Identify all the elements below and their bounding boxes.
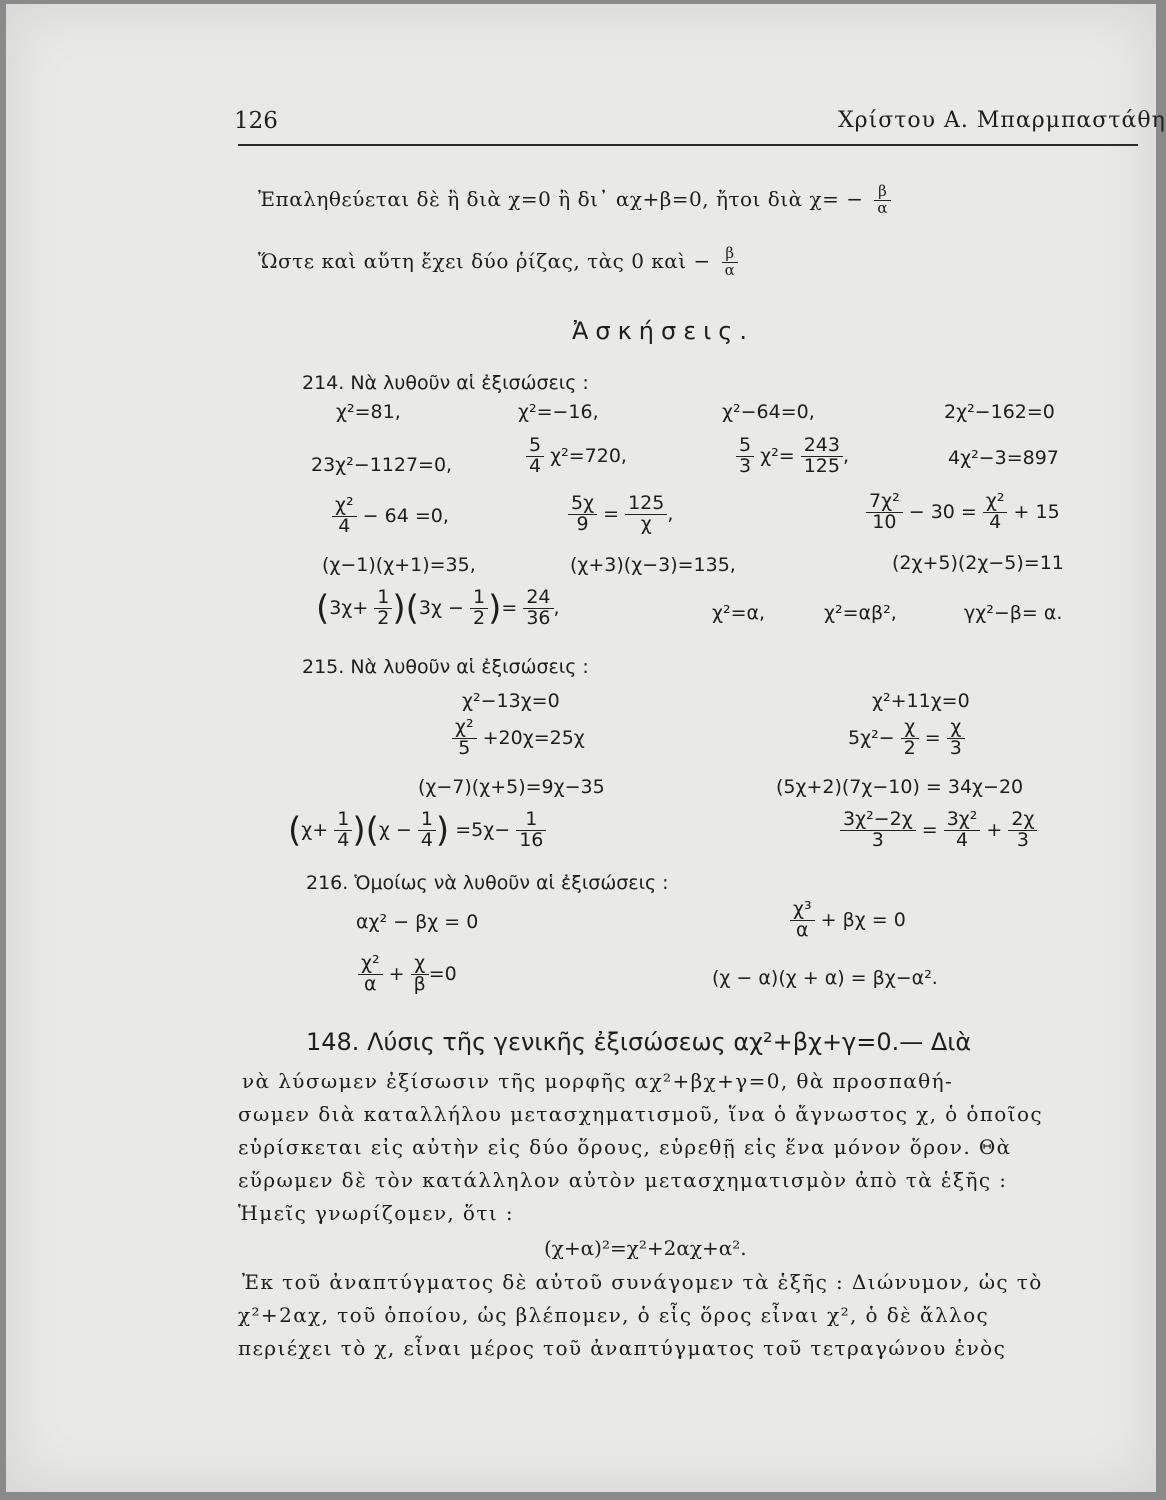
eq-214-r4-b: (χ+3)(χ−3)=135,: [570, 554, 736, 576]
exercise-214-heading: 214. Νὰ λυθοῦν αἱ ἐξισώσεις :: [302, 372, 589, 394]
body-line-8: περιέχει τὸ χ, εἶναι μέρος τοῦ ἀναπτύγματος τοῦ τετραγώνου ἑνὸς: [238, 1336, 1007, 1360]
eq-215-l2: $\frac{\text{χ²}}{5}$ +20χ=25χ: [452, 718, 585, 759]
body-line-1: νὰ λύσωμεν ἐξίσωσιν τῆς μορφῆς αχ²+βχ+γ=0, θὰ προσπαθή-: [242, 1069, 954, 1093]
eq-214-r1-d: 2χ²−162=0: [944, 401, 1055, 423]
eq-214-r4-c: (2χ+5)(2χ−5)=11: [892, 552, 1064, 574]
eq-215-r1: χ²+11χ=0: [872, 690, 970, 712]
eq-214-r4-a: (χ−1)(χ+1)=35,: [322, 554, 476, 576]
body-line-3: εὑρίσκεται εἰς αὐτὴν εἰς δύο ὅρους, εὑρεθῇ εἰς ἕνα μόνον ὅρον. Θὰ: [238, 1135, 1012, 1159]
intro-line-1-text: Ἐπαληθεύεται δὲ ἢ διὰ χ=0 ἢ δι᾽ αχ+β=0, ἤτοι διὰ χ= −: [258, 186, 864, 211]
eq-214-r3-a: $\frac{\text{χ²}}{4}$ − 64 =0,: [332, 496, 449, 537]
eq-214-r2-b: $\frac{5}{4}$ χ²=720,: [526, 436, 627, 477]
eq-216-l1: αχ² − βχ = 0: [356, 911, 479, 933]
fraction: $\frac{\beta}{\alpha}$: [722, 246, 739, 279]
page-number: 126: [234, 108, 278, 134]
eq-215-l3: (χ−7)(χ+5)=9χ−35: [418, 776, 605, 798]
header-rule: [238, 144, 1138, 146]
eq-214-r5-a: (3χ+ $\frac{1}{2}$ )(3χ − $\frac{1}{2}$ )= $\frac{24}{36}$ ,: [316, 586, 560, 629]
intro-line-2-text: Ὥστε καὶ αὕτη ἔχει δύο ῥίζας, τὰς 0 καὶ −: [258, 248, 711, 273]
exercise-216-heading: 216. Ὁμοίως νὰ λυθοῦν αἱ ἐξισώσεις :: [306, 872, 669, 894]
eq-216-r2: (χ − α)(χ + α) = βχ−α².: [712, 967, 938, 989]
body-line-7: χ²+2αχ, τοῦ ὁποίου, ὡς βλέπομεν, ὁ εἷς ὅρος εἶναι χ², ὁ δὲ ἄλλος: [238, 1303, 990, 1327]
eq-214-r5-b: χ²=α,: [712, 602, 766, 624]
body-line-6: Ἐκ τοῦ ἀναπτύγματος δὲ αὐτοῦ συνάγομεν τὰ ἑξῆς : Διώνυμον, ὡς τὸ: [242, 1270, 1043, 1294]
eq-216-r1: $\frac{\text{χ³}}{\alpha}$ + βχ = 0: [790, 900, 906, 941]
fraction: $\frac{\beta}{\alpha}$: [874, 184, 891, 217]
section-title: Ἀσκήσεις.: [572, 317, 755, 345]
eq-214-r5-c: χ²=αβ²,: [824, 602, 897, 624]
eq-214-r2-c: $\frac{5}{3}$ χ²= $\frac{243}{125}$ ,: [736, 436, 849, 477]
intro-line-2: [258, 246, 738, 279]
eq-214-r5-d: γχ²−β= α.: [964, 602, 1063, 624]
eq-215-r2: 5χ²− $\frac{\chi}{2}$ = $\frac{\chi}{3}$: [848, 718, 965, 759]
eq-215-l4: (χ+ $\frac{1}{4}$ )(χ − $\frac{1}{4}$ ) =5χ− $\frac{1}{16}$: [288, 810, 546, 851]
eq-214-r3-b: $\frac{5\chi}{9}$ = $\frac{125}{\chi}$ ,: [568, 494, 673, 535]
eq-214-r3-c: $\frac{\text{7χ²}}{10}$ − 30 = $\frac{\text{χ²}}{4}$ + 15: [866, 492, 1060, 533]
eq-214-r1-b: χ²=−16,: [518, 401, 599, 423]
running-title: Χρίστου Α. Μπαρμπαστάθη: [838, 108, 1166, 133]
eq-214-r2-a: 23χ²−1127=0,: [311, 454, 453, 476]
intro-line-1: [258, 184, 891, 217]
book-page: [6, 4, 1166, 1492]
eq-214-r2-d: 4χ²−3=897: [948, 447, 1059, 469]
eq-214-r1-c: χ²−64=0,: [722, 401, 815, 423]
body-line-4: εὕρωμεν δὲ τὸν κατάλληλον αὐτὸν μετασχηματισμὸν ἀπὸ τὰ ἑξῆς :: [238, 1168, 1008, 1192]
eq-215-l1: χ²−13χ=0: [462, 690, 560, 712]
eq-215-r3: (5χ+2)(7χ−10) = 34χ−20: [776, 776, 1024, 798]
body-line-2: σωμεν διὰ καταλλήλου μετασχηματισμοῦ, ἵνα ὁ ἄγνωστος χ, ὁ ὁποῖος: [238, 1102, 1044, 1126]
eq-215-r4: $\frac{\text{3χ²−2χ}}{3}$ = $\frac{\text{3χ²}}{4}$ + $\frac{2\chi}{3}$: [840, 810, 1037, 851]
section-148-heading: 148. Λύσις τῆς γενικῆς ἐξισώσεως αχ²+βχ+γ=0.— Διὰ: [306, 1028, 972, 1056]
exercise-215-heading: 215. Νὰ λυθοῦν αἱ ἐξισώσεις :: [302, 656, 589, 678]
eq-214-r1-a: χ²=81,: [336, 401, 401, 423]
body-line-5: Ἡμεῖς γνωρίζομεν, ὅτι :: [238, 1201, 514, 1225]
centered-identity: (χ+α)²=χ²+2αχ+α².: [544, 1236, 747, 1260]
eq-216-l2: $\frac{\text{χ²}}{\alpha}$ + $\frac{\chi}{\beta}$ =0: [358, 954, 457, 995]
